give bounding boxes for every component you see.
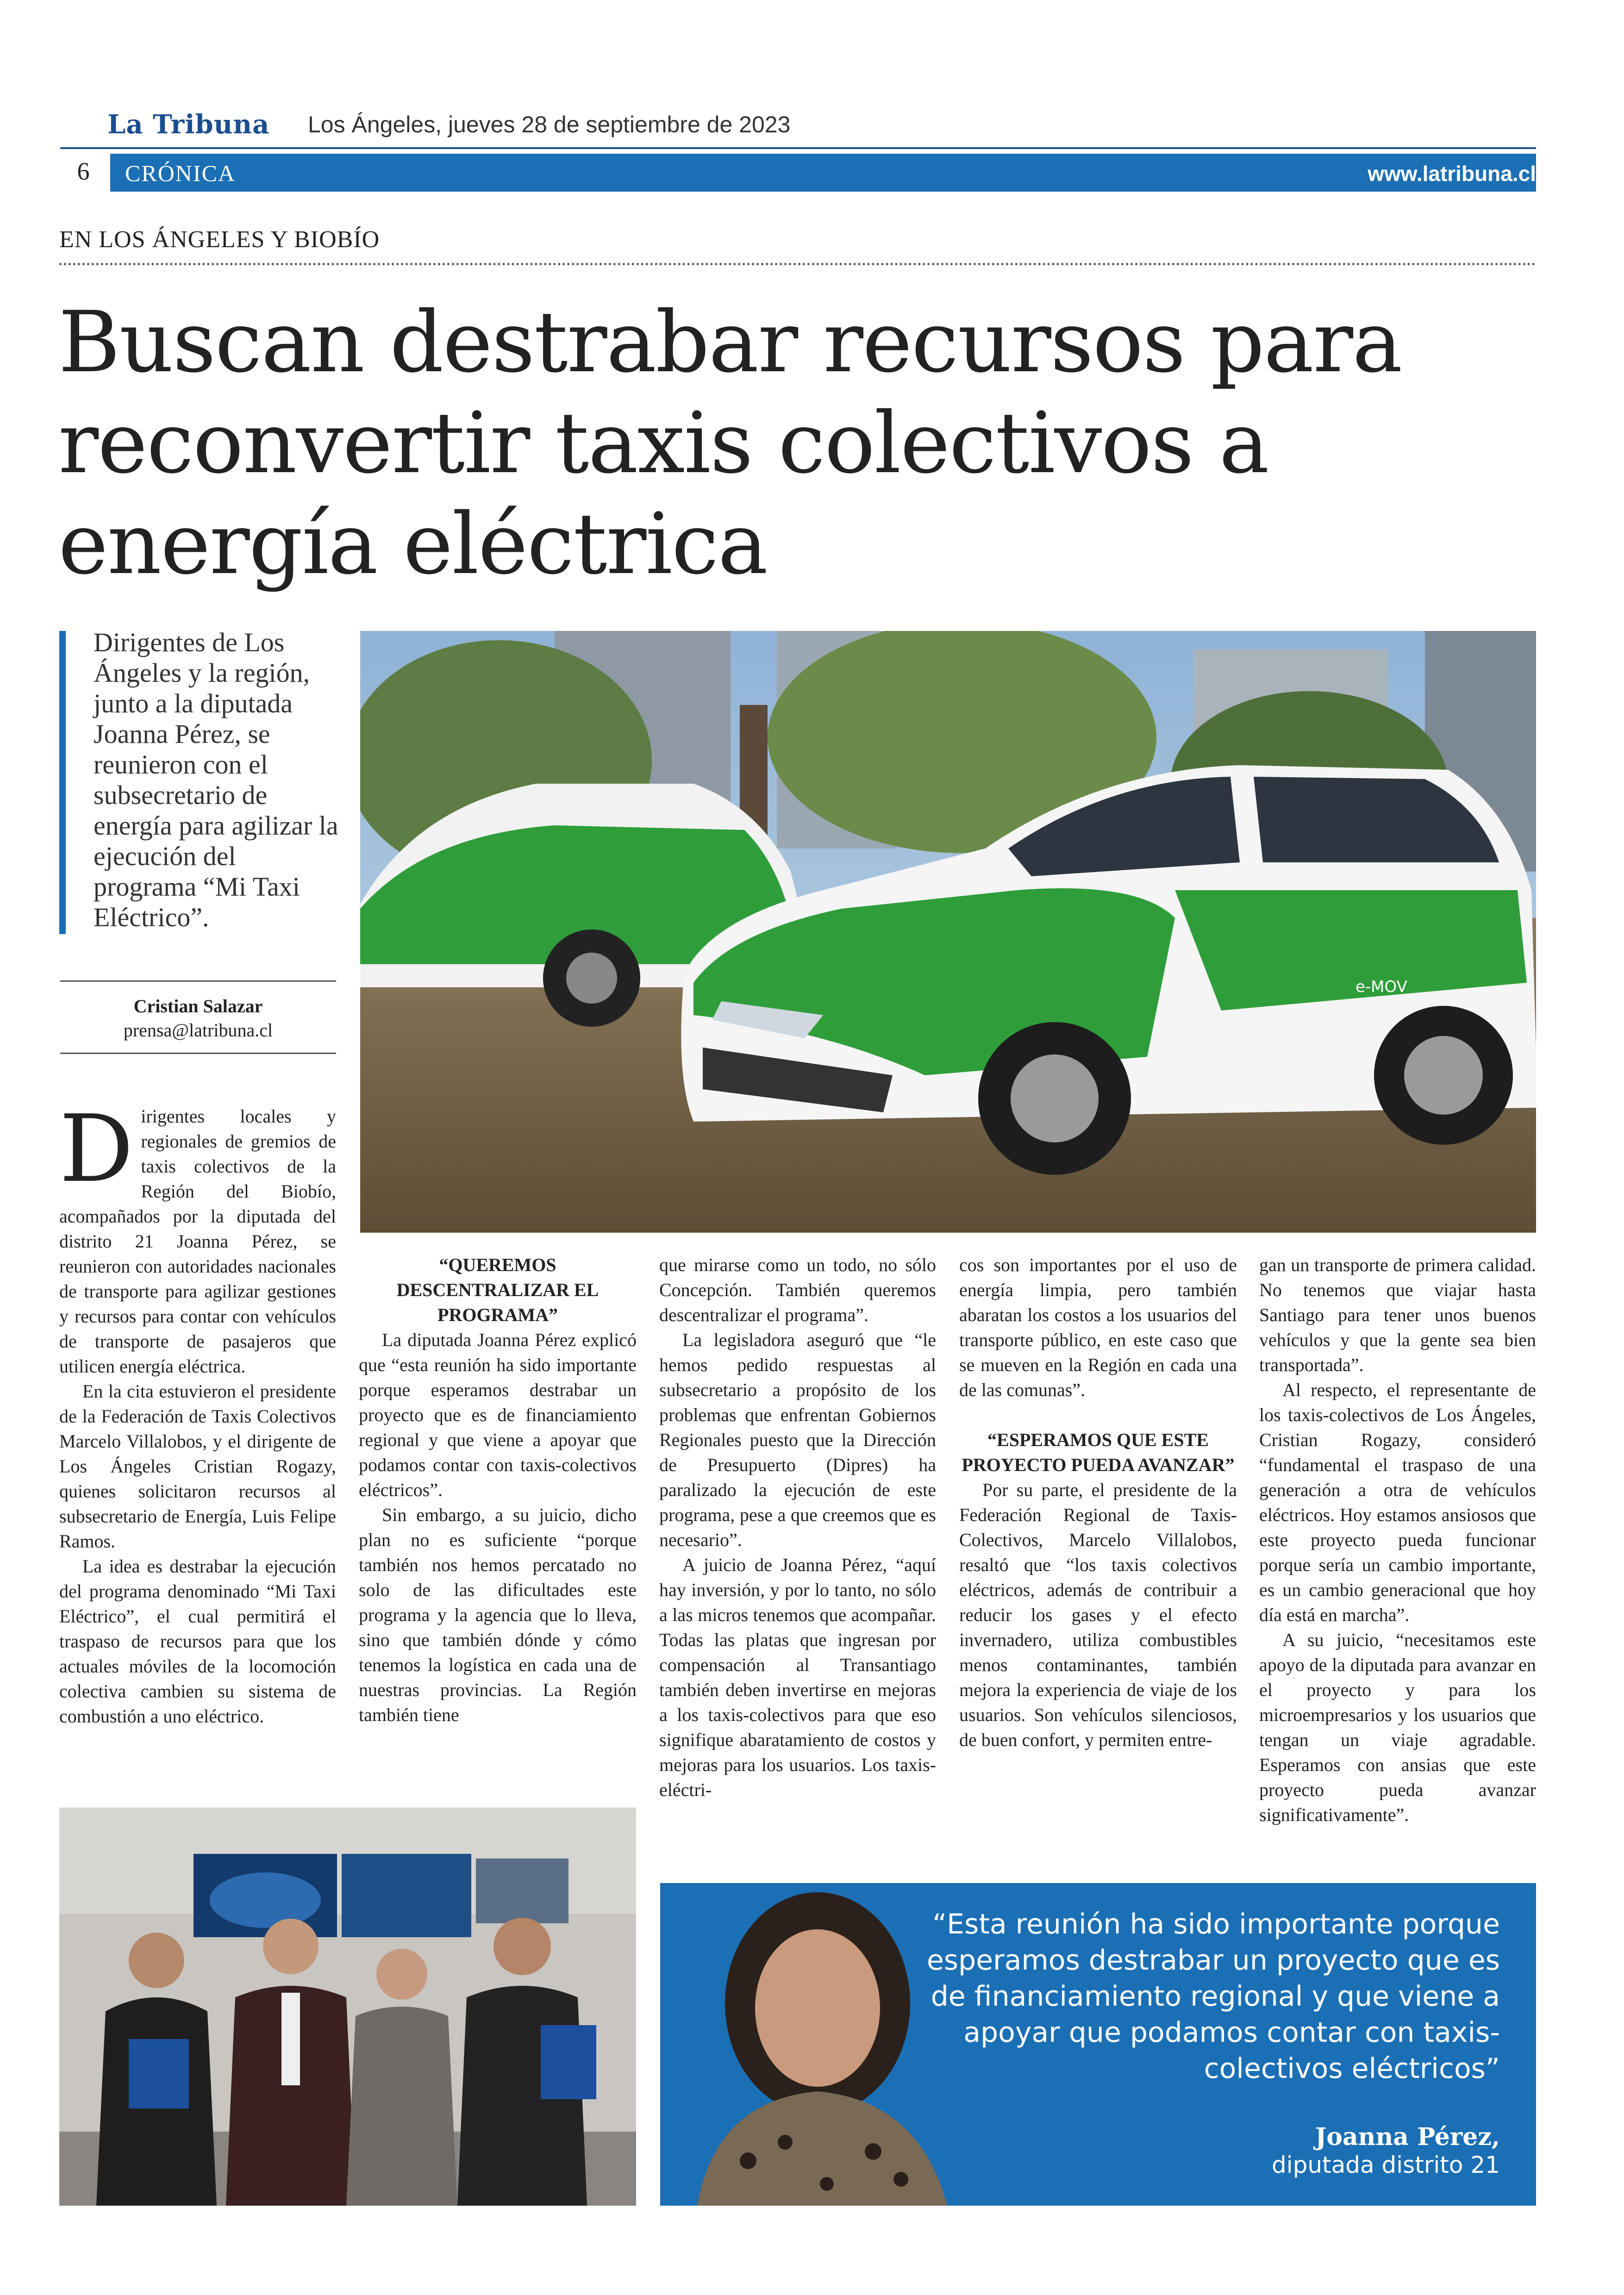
article-lead: Dirigentes de Los Ángeles y la región, junto a la diputada Joanna Pérez, se reunieron con el subsecretario de energía para agilizar la ejecución del programa “Mi Taxi Eléctrico”.	[94, 627, 338, 932]
paragraph: La legisladora aseguró que “le hemos pedido respuestas al subsecretario a propósito de los problemas que enfrentan Gobiernos Regionales puesto que la Dirección de Presupuerto (Dipres) ha paralizado la ejecución de este programa, pese a que creemos que es necesario”.	[659, 1329, 936, 1550]
paragraph: A juicio de Joanna Pérez, “aquí hay inversión, y por lo tanto, no sólo a las micros tenemos que acompañar. Todas las platas que ingresan por compensación al Transantiago también deben invertirse en mejoras a los taxis-colectivos para que eso signifique abaratamiento de costos y mejoras para los usuarios. Los taxis-eléctri-	[659, 1554, 936, 1800]
article-column-5	[1259, 1253, 1536, 1827]
byline-rule-top	[60, 980, 336, 982]
taxi-brand-text: e-MOV	[1355, 978, 1407, 996]
paragraph: cos son importantes por el uso de energía limpia, pero también abaratan los costos a los usuarios del transporte público, en este caso que se mueven en la Región en cada una de las comunas”.	[959, 1254, 1237, 1400]
electric-taxi-photo	[360, 631, 1536, 1233]
pull-quote-text: “Esta reunión ha sido importante porque esperamos destrabar un proyecto que es de financiamiento regional y que viene a apoyar que podamos contar con taxis-colectivos eléctricos”	[926, 1908, 1500, 2085]
newspaper-logo: La Tribuna	[107, 109, 270, 140]
dotted-divider	[59, 263, 1536, 265]
joanna-perez-portrait	[679, 1883, 966, 2206]
masthead-rule	[60, 147, 1536, 149]
issue-date: Los Ángeles, jueves 28 de septiembre de 2023	[308, 112, 791, 137]
article-column-1	[59, 1095, 336, 1729]
article-kicker: EN LOS ÁNGELES Y BIOBÍO	[59, 226, 380, 253]
section-label: CRÓNICA	[125, 160, 236, 186]
paragraph: Por su parte, el presidente de la Federación Regional de Taxis-Colectivos, Marcelo Villalobos, resaltó que “los taxis colectivos eléctricos, además de contribuir a reducir los gases y el efecto invernadero, utiliza combustibles menos contaminantes, también mejora la experiencia de viaje de los usuarios. Son vehículos silenciosos, de buen confort, y permiten entre-	[959, 1479, 1237, 1750]
meeting-group-photo	[59, 1808, 636, 2206]
article-column-4	[959, 1253, 1237, 1752]
article-headline: Buscan destrabar recursos para reconvertir taxis colectivos a energía eléctrica	[58, 293, 1402, 593]
lead-accent-bar	[59, 631, 66, 934]
paragraph: La diputada Joanna Pérez explicó que “esta reunión ha sido importante porque esperamos destrabar un proyecto que es de financiamiento regional y que viene a apoyar que podamos contar con taxis-colectivos eléctricos”.	[359, 1329, 637, 1500]
byline-author: Cristian Salazar	[133, 996, 263, 1017]
paragraph: que mirarse como un todo, no sólo Concepción. También queremos descentralizar el programa”.	[659, 1254, 936, 1325]
byline-rule-bottom	[60, 1053, 336, 1054]
paragraph: Sin embargo, a su juicio, dicho plan no es suficiente “porque también nos hemos percatado no solo de las dificultades este programa y la agencia que lo lleva, sino que también dónde y cómo tenemos la logística en cada una de nuestras provincias. La Región también tiene	[359, 1504, 637, 1725]
subhead-descentralizar: “QUEREMOS DESCENTRALIZAR EL PROGRAMA”	[396, 1254, 599, 1325]
section-bar	[110, 154, 1536, 192]
paragraph: A su juicio, “necesitamos este apoyo de la diputada para avanzar en el proyecto y para los microempresarios y los usuarios que tengan un viaje agradable. Esperamos con ansias que este proyecto pueda avanzar significativamente”.	[1259, 1629, 1536, 1825]
paragraph: Al respecto, el representante de los taxis-colectivos de Los Ángeles, Cristian Rogazy, consideró “fundamental el traspaso de una generación a otra de vehículos eléctricos. Hoy estamos ansiosos que este proyecto pueda funcionar porque sería un cambio importante, es un cambio generacional que hoy día está en marcha”.	[1259, 1379, 1536, 1625]
byline-email[interactable]: prensa@latribuna.cl	[123, 1020, 273, 1041]
dropcap: D	[59, 1095, 134, 1203]
paragraph: gan un transporte de primera calidad. No tenemos que viajar hasta Santiago para tener unos buenos vehículos y que la gente sea bien transportada”.	[1259, 1254, 1536, 1375]
website-link[interactable]: www.latribuna.cl	[1368, 162, 1536, 186]
paragraph: irigentes locales y regionales de gremios de taxis colectivos de la Región del Biobío, acompañados por la diputada del distrito 21 Joanna Pérez, se reunieron con autoridades nacionales de transporte para agilizar gestiones y recursos para contar con vehículos de transporte de pasajeros que utilicen energía eléctrica.	[59, 1106, 336, 1377]
article-column-3	[659, 1253, 936, 1802]
pull-quote-role: diputada distrito 21	[1271, 2152, 1500, 2178]
pull-quote-box	[660, 1883, 1536, 2206]
page-number: 6	[77, 157, 90, 185]
paragraph: En la cita estuvieron el presidente de la Federación de Taxis Colectivos Marcelo Villalobos, y el dirigente de Los Ángeles Cristian Rogazy, quienes solicitaron recursos al subsecretario de Energía, Luis Felipe Ramos.	[59, 1381, 336, 1552]
pull-quote-name: Joanna Pérez,	[1315, 2123, 1500, 2151]
article-column-2	[359, 1253, 637, 1727]
subhead-avanzar: “ESPERAMOS QUE ESTE PROYECTO PUEDA AVANZAR”	[962, 1429, 1235, 1475]
paragraph: La idea es destrabar la ejecución del programa denominado “Mi Taxi Eléctrico”, el cual permitirá el traspaso de recursos para que los actuales móviles de la locomoción colectiva cambien su sistema de combustión a uno eléctrico.	[59, 1556, 336, 1727]
